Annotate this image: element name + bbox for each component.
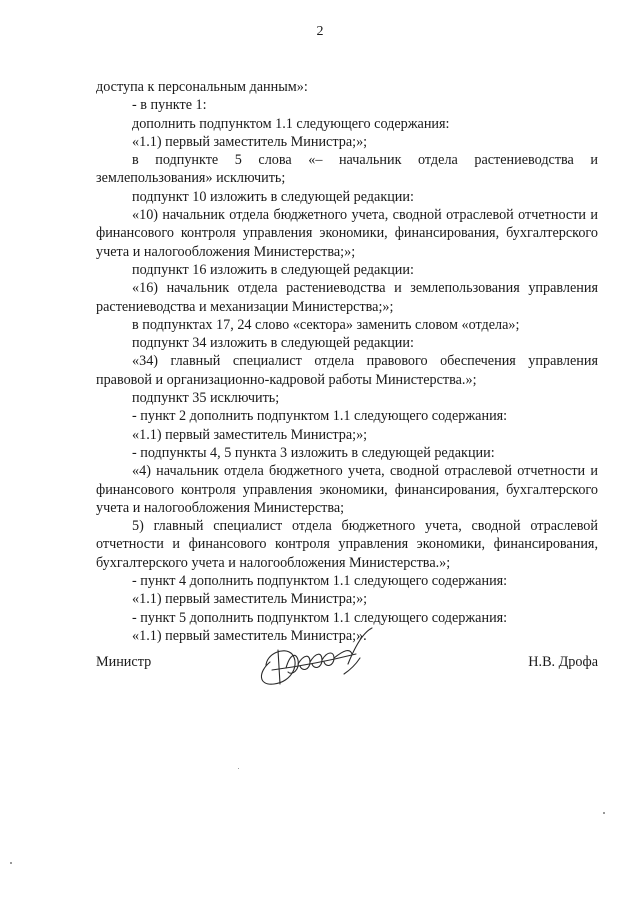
paragraph: «1.1) первый заместитель Министра;»; (132, 133, 368, 150)
paragraph: «4) начальник отдела бюджетного учета, сводной отраслевой отчетности и финансового контроля управления экономики, финансирования, бухгалтерского учета и налогообложения Министерства; (96, 463, 598, 516)
signatory-name: Н.В. Дрофа (528, 654, 598, 670)
signatory-title: Министр (96, 654, 152, 670)
paragraph: - пункт 4 дополнить подпунктом 1.1 следующего содержания: (132, 573, 508, 590)
paragraph: «1.1) первый заместитель Министра;»; (132, 591, 368, 608)
paragraph: дополнить подпунктом 1.1 следующего содержания: (132, 115, 450, 132)
paragraph: - подпункты 4, 5 пункта 3 изложить в следующей редакции: (132, 444, 495, 461)
paragraph: в подпункте 5 слова «– начальник отдела растениеводства и землепользования» исключить; (96, 152, 598, 187)
paragraph: подпункт 16 изложить в следующей редакции: (132, 261, 414, 278)
paragraph: в подпунктах 17, 24 слово «сектора» заменить словом «отдела»; (132, 316, 520, 333)
scan-speck (10, 862, 12, 864)
paragraph: «10) начальник отдела бюджетного учета, сводной отраслевой отчетности и финансового контроля управления экономики, финансирования, бухгалтерского учета и налогообложения Министерства;»; (96, 207, 598, 260)
paragraph: «34) главный специалист отдела правового обеспечения управления правовой и организационно-кадровой работы Министерства.»; (96, 353, 598, 388)
scan-speck (238, 768, 239, 769)
handwritten-signature (252, 624, 378, 690)
paragraph: «16) начальник отдела растениеводства и землепользования управления растениеводства и механизации Министерства;»; (96, 280, 598, 315)
paragraph: подпункт 35 исключить; (132, 390, 280, 407)
paragraph: - в пункте 1: (132, 97, 207, 114)
paragraph: «1.1) первый заместитель Министра;»; (132, 426, 368, 443)
page-number: 2 (316, 24, 324, 39)
paragraph: подпункт 34 изложить в следующей редакции: (132, 335, 414, 352)
document-body (96, 78, 598, 645)
signature-block (96, 624, 598, 694)
scan-speck (603, 812, 605, 814)
paragraph: подпункт 10 изложить в следующей редакции: (132, 188, 414, 205)
paragraph: - пункт 5 дополнить подпунктом 1.1 следующего содержания: (132, 609, 508, 626)
paragraph: «1.1) первый заместитель Министра;». (132, 627, 367, 644)
paragraph: - пункт 2 дополнить подпунктом 1.1 следующего содержания: (132, 408, 508, 425)
paragraph: 5) главный специалист отдела бюджетного учета, сводной отраслевой отчетности и финансового контроля управления экономики, финансирования, бухгалтерского учета и налогообложения Министерства.»; (96, 518, 598, 571)
paragraph: доступа к персональным данным»: (96, 79, 308, 95)
